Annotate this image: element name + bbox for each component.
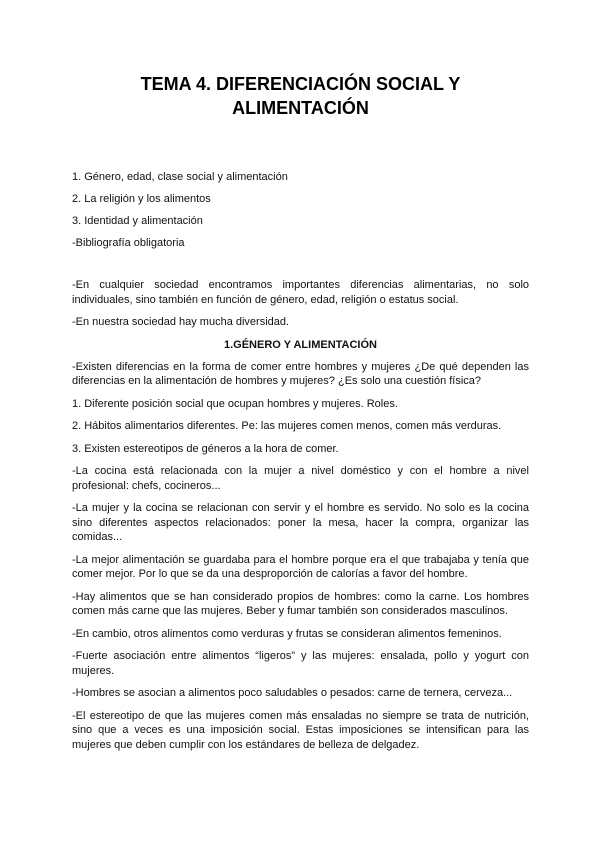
section-paragraph: -La mejor alimentación se guardaba para el hombre porque era el que trabajaba y tenía que comer mejor. Por lo que se da una desproporción de calorías a favor del hombre.	[72, 553, 529, 580]
section-paragraph: -Hay alimentos que se han considerado propios de hombres: como la carne. Los hombres comen más carne que las mujeres. Beber y fumar también son considerados masculinos.	[72, 590, 529, 617]
toc-item: 3. Identidad y alimentación	[72, 215, 203, 227]
section-paragraph: -Hombres se asocian a alimentos poco saludables o pesados: carne de ternera, cerveza...	[72, 687, 513, 699]
toc-item: -Bibliografía obligatoria	[72, 237, 185, 249]
document-page	[72, 72, 529, 760]
title-line-2: ALIMENTACIÓN	[232, 98, 369, 118]
section-paragraph: 3. Existen estereotipos de géneros a la hora de comer.	[72, 442, 339, 455]
section-paragraph: 1. Diferente posición social que ocupan hombres y mujeres. Roles.	[72, 397, 398, 410]
section-paragraph: -El estereotipo de que las mujeres comen más ensaladas no siempre se trata de nutrición, sino que a veces es una imposición social. Estas imposiciones se intensifican para las mujeres que deben cumplir con los estándares de belleza de delgadez.	[72, 709, 529, 751]
section-paragraph: -En cambio, otros alimentos como verduras y frutas se consideran alimentos femeninos.	[72, 627, 502, 640]
section-paragraph: -La mujer y la cocina se relacionan con servir y el hombre es servido. No solo es la cocina sino diferentes aspectos relacionados: poner la mesa, hacer la compra, organizar las comidas...	[72, 502, 529, 543]
intro-paragraph: -En cualquier sociedad encontramos importantes diferencias alimentarias, no solo individuales, sino también en función de género, edad, religión o estatus social.	[72, 279, 529, 306]
section-heading: 1.GÉNERO Y ALIMENTACIÓN	[223, 338, 377, 351]
document-title	[72, 72, 529, 120]
title-line-1: TEMA 4. DIFERENCIACIÓN SOCIAL Y	[140, 74, 461, 94]
section-paragraph: -Existen diferencias en la forma de comer entre hombres y mujeres ¿De qué dependen las diferencias en la alimentación de hombres y mujeres? ¿Es solo una cuestión física?	[72, 360, 529, 387]
toc-item: 1. Género, edad, clase social y alimentación	[72, 171, 288, 183]
intro-paragraph: -En nuestra sociedad hay mucha diversidad.	[72, 316, 290, 328]
section-paragraph: -La cocina está relacionada con la mujer a nivel doméstico y con el hombre a nivel profesional: chefs, cocineros...	[72, 465, 529, 492]
section-paragraph: 2. Hábitos alimentarios diferentes. Pe: las mujeres comen menos, comen más verduras.	[72, 420, 502, 432]
section-paragraph: -Fuerte asociación entre alimentos “ligeros” y las mujeres: ensalada, pollo y yogurt con mujeres.	[72, 650, 529, 677]
toc-item: 2. La religión y los alimentos	[72, 193, 211, 205]
table-of-contents	[72, 170, 529, 250]
